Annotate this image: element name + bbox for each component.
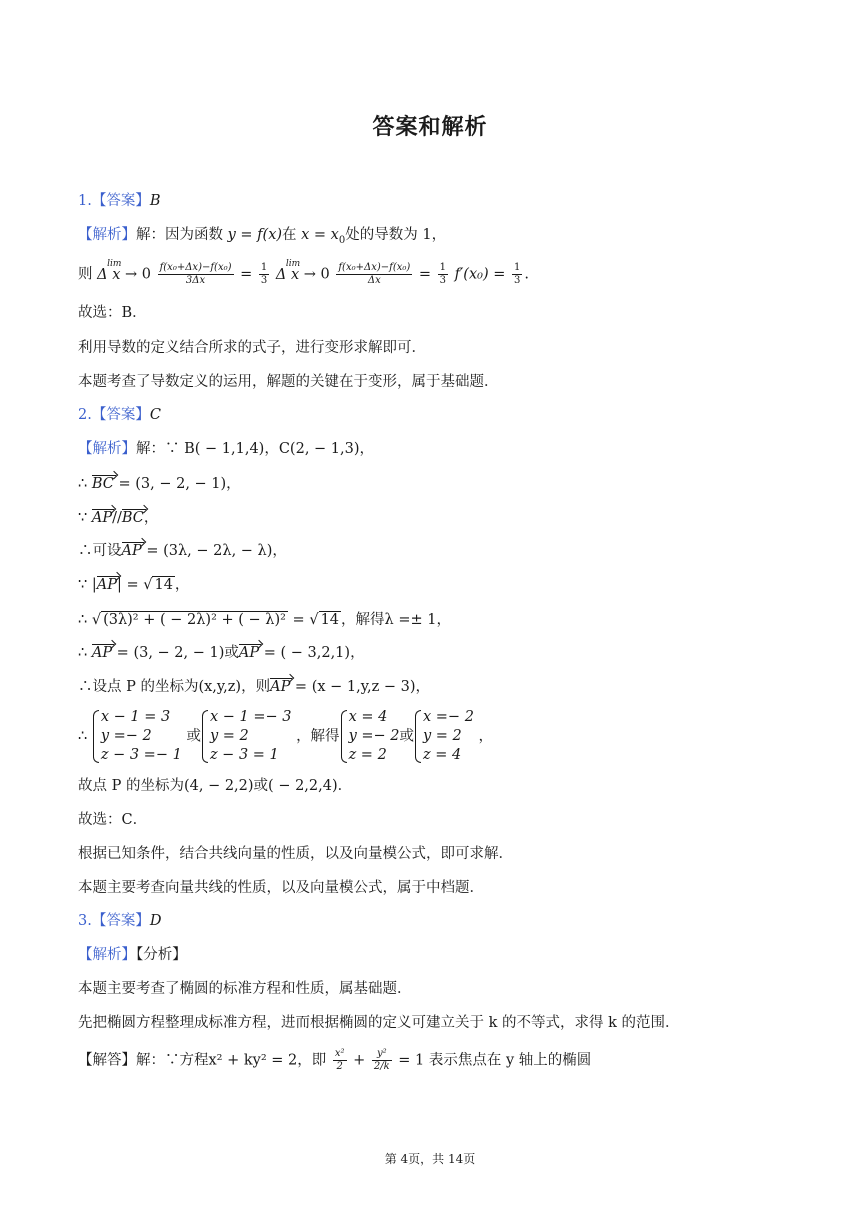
q2-number: 2.	[78, 407, 92, 423]
q2-text: | = √	[116, 577, 153, 593]
q2-line5	[78, 575, 189, 595]
equation: y =− 2	[100, 728, 152, 744]
q3-answer-line	[78, 911, 161, 931]
q2-text: = (3, − 2, − 1)，	[113, 476, 241, 492]
equation: z − 3 = 1	[209, 747, 279, 763]
delta-x: Δ x	[275, 266, 300, 283]
equation: x =− 2	[423, 709, 474, 725]
q1-text: 解：因为函数	[136, 227, 228, 243]
numerator: f(x₀+Δx)−f(x₀)	[338, 262, 411, 273]
numerator: 1	[439, 262, 447, 273]
equation: x − 1 = 3	[100, 709, 171, 725]
equation: x − 1 =− 3	[209, 709, 292, 725]
q2-text: 或	[399, 728, 414, 745]
equals: =	[418, 266, 432, 283]
q2-text: = (3λ, − 2λ, − λ)，	[141, 543, 287, 559]
q3-text: = 1 表示焦点在 y 轴上的椭圆	[398, 1052, 592, 1069]
numerator: 1	[513, 262, 521, 273]
q1-method: 利用导数的定义结合所求的式子，进行变形求解即可．	[78, 340, 426, 356]
vector-ap: AP	[270, 679, 291, 695]
q1-text: 则	[78, 266, 93, 283]
equation-system-3	[340, 708, 400, 765]
q2-text: ∴	[78, 645, 92, 661]
period: .	[524, 266, 529, 283]
denominator: 3	[513, 275, 521, 286]
q3-answer: D	[149, 913, 162, 929]
q1-point: x = x	[301, 227, 339, 243]
vector-ap: AP	[238, 645, 260, 661]
q2-text: = (3, − 2, − 1)或	[112, 645, 239, 661]
q2-text: ∴	[78, 728, 88, 745]
q1-limit-line	[78, 258, 529, 287]
equation: y =− 2	[348, 728, 400, 744]
q1-number: 1.	[78, 193, 92, 209]
limit-arrow: → 0	[303, 266, 330, 283]
equation-system-4	[414, 708, 474, 765]
q2-line3	[78, 508, 158, 528]
vector-ap: AP	[96, 577, 117, 593]
numerator: y²	[372, 1048, 392, 1061]
equals: =	[240, 266, 253, 283]
numerator: 1	[260, 262, 268, 273]
q1-choose: 故选：B．	[78, 305, 147, 321]
vector-ap: AP	[91, 510, 113, 526]
fraction	[158, 262, 234, 287]
q2-answer-tag: 【答案】	[91, 407, 150, 423]
q2-line2	[78, 474, 241, 494]
q2-text: ∴	[78, 476, 92, 492]
fraction	[259, 262, 269, 287]
radicand: 14	[154, 577, 173, 593]
lim-label: lim	[285, 258, 301, 269]
equation-system-1	[92, 708, 182, 765]
q3-text: 解：∵方程x² + ky² = 2，即	[136, 1052, 327, 1069]
q2-line7	[78, 643, 365, 663]
q3-section-tag: 【解答】	[78, 1052, 136, 1069]
fraction	[512, 262, 522, 287]
q3-section-tag: 【分析】	[136, 947, 187, 963]
equation: z = 2	[348, 747, 387, 763]
denominator: 2	[336, 1061, 343, 1072]
limit-arrow: → 0	[124, 266, 151, 283]
q2-text: = √	[287, 612, 319, 628]
q1-text: 处的导数为 1，	[345, 227, 447, 243]
q1-comment: 本题考查了导数定义的运用，解题的关键在于变形，属于基础题．	[78, 374, 499, 390]
numerator: f(x₀+Δx)−f(x₀)	[159, 262, 232, 273]
delta-x: Δ x	[97, 266, 121, 283]
denominator: 3Δx	[185, 275, 206, 286]
q2-text: ∴设点 P 的坐标为(x,y,z)，则	[78, 679, 271, 695]
q2-text: 解：∵ B( − 1,1,4)，C(2, − 1,3)，	[136, 441, 375, 457]
equation: y = 2	[423, 728, 462, 744]
q1-text: 在	[282, 227, 302, 243]
q2-answer-line	[78, 405, 161, 425]
q1-subscript: 0	[338, 234, 346, 246]
q2-text: ，解得	[296, 728, 340, 745]
denominator: 3	[260, 275, 268, 286]
q3-analysis-tag: 【解析】	[78, 947, 136, 963]
vector-ap: AP	[121, 543, 142, 559]
q2-line1	[78, 439, 374, 459]
q2-text: ，	[478, 728, 494, 745]
page-footer: 第 4页，共 14页	[384, 1152, 476, 1166]
q3-line1: 本题主要考查了椭圆的标准方程和性质，属基础题．	[78, 981, 412, 997]
fraction	[333, 1048, 347, 1073]
q2-method: 根据已知条件，结合共线向量的性质，以及向量模公式，即可求解．	[78, 846, 513, 862]
plus: +	[353, 1052, 366, 1069]
fraction	[336, 262, 412, 287]
q2-line4	[78, 541, 287, 561]
q3-number: 3.	[78, 913, 92, 929]
q3-analysis-line	[78, 945, 187, 965]
q2-analysis-tag: 【解析】	[78, 441, 136, 457]
q2-text: ∴ √	[78, 612, 102, 628]
radicand: 14	[320, 612, 340, 628]
limit-expr	[275, 258, 301, 285]
vector-ap: AP	[91, 645, 113, 661]
q2-text: //	[112, 510, 122, 526]
q2-text: ，解得λ =± 1，	[341, 612, 451, 628]
denominator: Δx	[367, 275, 381, 286]
q2-text: ∴可设	[78, 543, 122, 559]
q2-line8	[78, 677, 430, 697]
page-title: 答案和解析	[372, 115, 488, 140]
q2-text: ∵ |	[78, 577, 97, 593]
q3-line3	[78, 1048, 591, 1073]
q1-analysis-tag: 【解析】	[78, 227, 136, 243]
q1-answer-tag: 【答案】	[91, 193, 150, 209]
numerator: x²	[334, 1048, 345, 1059]
q2-systems-line	[78, 708, 493, 765]
q3-answer-tag: 【答案】	[91, 913, 150, 929]
lim-label: lim	[107, 258, 122, 269]
equation: z − 3 =− 1	[100, 747, 182, 763]
equation: y = 2	[209, 728, 249, 744]
q2-text: = ( − 3,2,1)，	[259, 645, 365, 661]
vector-bc: BC	[91, 476, 114, 492]
radicand: (3λ)² + ( − 2λ)² + ( − λ)²	[103, 612, 286, 628]
equation: x = 4	[348, 709, 388, 725]
q1-answer: B	[149, 193, 161, 209]
equation: z = 4	[423, 747, 462, 763]
q1-func: y = f(x)	[227, 227, 283, 243]
q2-answer: C	[149, 407, 161, 423]
q2-comment: 本题主要考查向量共线的性质，以及向量模公式，属于中档题．	[78, 880, 484, 896]
limit-expr	[97, 258, 122, 285]
q3-line2: 先把椭圆方程整理成标准方程，进而根据椭圆的定义可建立关于 k 的不等式，求得 k 的范围．	[78, 1015, 680, 1031]
q2-text: 或	[186, 728, 201, 745]
denominator: 3	[439, 275, 447, 286]
vector-bc: BC	[121, 510, 144, 526]
equation-system-2	[201, 708, 292, 765]
derivative: f′(x₀) =	[454, 266, 506, 283]
q2-conclusion: 故点 P 的坐标为(4, − 2,2)或( − 2,2,4)．	[78, 778, 353, 794]
q2-choose: 故选：C．	[78, 812, 148, 828]
fraction	[372, 1048, 392, 1073]
fraction	[438, 262, 448, 287]
q2-text: = (x − 1,y,z − 3)，	[290, 679, 430, 695]
q2-line6	[78, 610, 451, 630]
denominator: 2/k	[373, 1061, 390, 1072]
q2-text: ∵	[78, 510, 92, 526]
q2-text: ，	[143, 510, 159, 526]
q1-analysis-line1	[78, 225, 446, 251]
q1-answer-line	[78, 191, 161, 211]
q2-text: ，	[174, 577, 190, 593]
